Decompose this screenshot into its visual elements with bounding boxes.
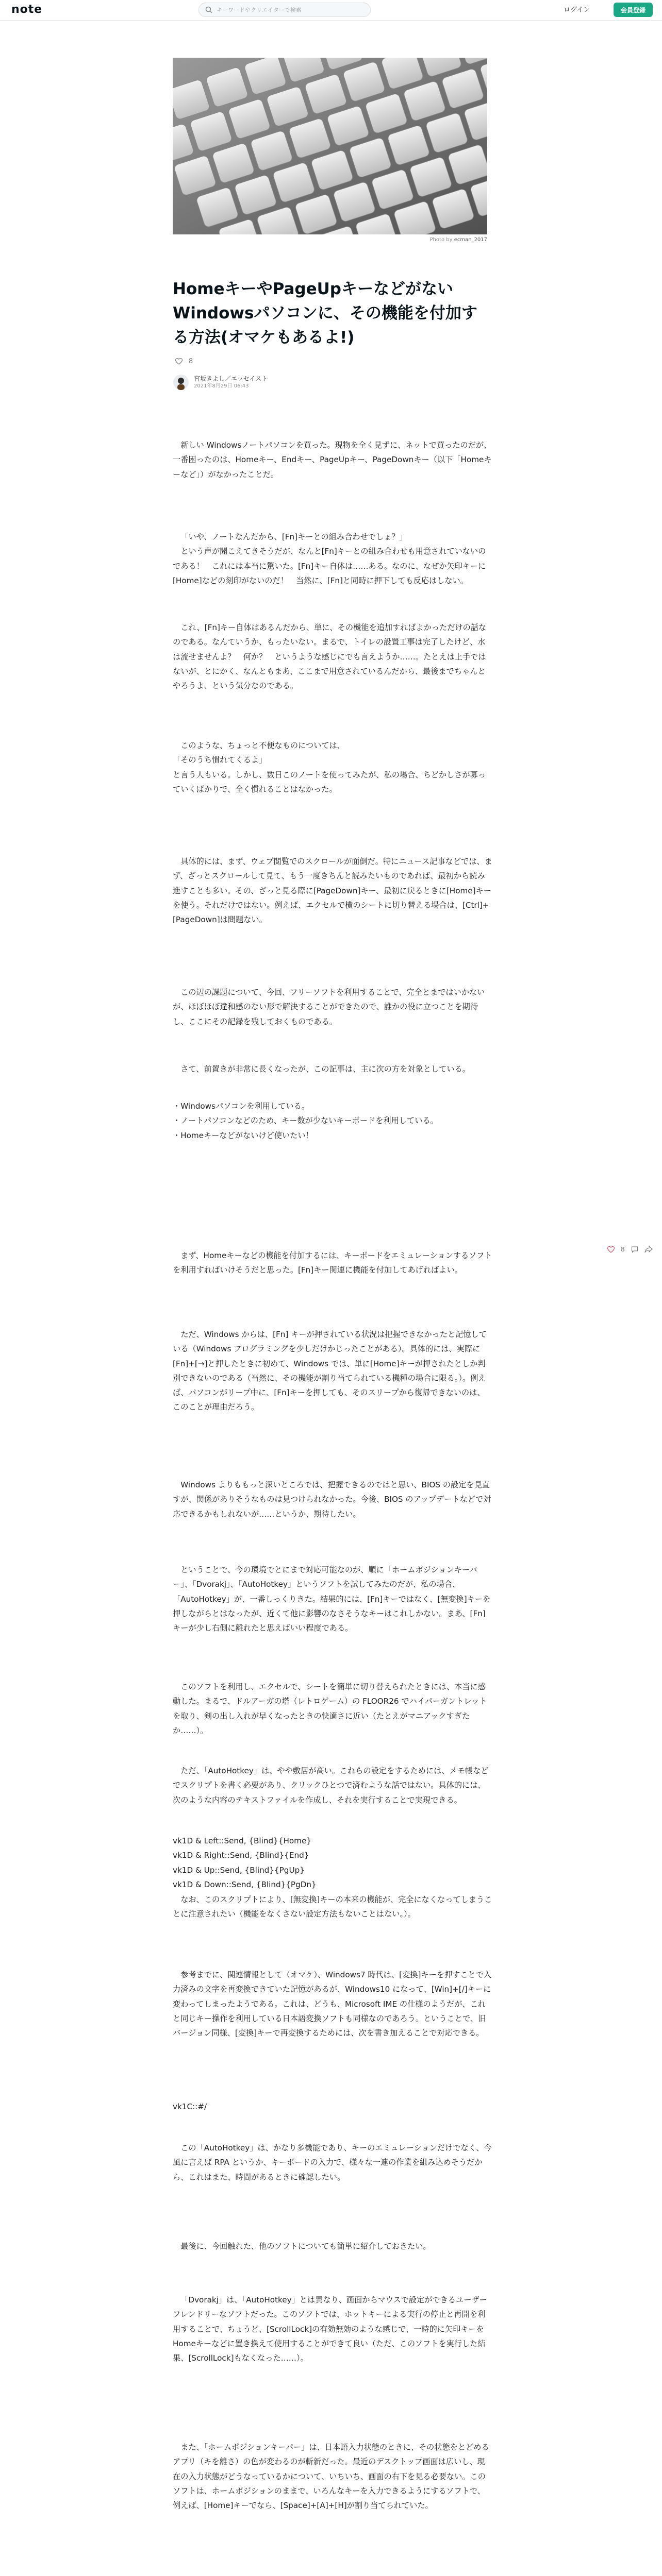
author-avatar[interactable]	[173, 375, 189, 390]
article-paragraph: ただ、「AutoHotkey」は、やや敷居が高い。これらの設定をするためには、メモ帳などでスクリプトを書く必要があり、クリックひとつで済むような話ではない。具体的には、次のような内容のテキストファイルを作成し、それを実行することで実現できる。	[173, 1766, 489, 1805]
search-input[interactable]	[217, 7, 361, 13]
article-paragraph: このソフトを利用し、エクセルで、シートを簡単に切り替えられたときには、本当に感動した。まるで、ドルアーガの塔（レトロゲーム）の FLOOR26 でハイパーガントレットを取り、剣の出し入れが早くなったときの快適さに近い（たとえがマニアックすぎたか……）。	[173, 1682, 487, 1735]
article-paragraph: これ、[Fn]キー自体はあるんだから、単に、その機能を追加すればよかっただけの話なのである。なんていうか、もったいない。まるで、トイレの設置工事は完了したけど、水は流せませんよ？ 何か？ というような感じにでも言えようか……。たとえは上手ではないが、とにかく、なんともまあ、ここまで用意されているんだから、最後までちゃんとやろうよ、という気分なのである。	[173, 623, 487, 691]
article-paragraph: 「Dvorakj」は、「AutoHotkey」とは異なり、画面からマウスで設定ができるユーザーフレンドリーなソフトだった。このソフトでは、ホットキーによる実行の停止と再開を利用することで、ちょうど、[ScrollLock]の有効無効のような感じで、一時的に矢印キーをHomeキーなどに置き換えて使用することができて良い（ただ、このソフトを実行した結果、[ScrollLock]もなくなった……）。	[173, 2295, 487, 2363]
article-paragraph: 参考までに、関連情報として（オマケ）、Windows7 時代は、[変換]キーを押すことで入力済みの文字を再変換できていた記憶があるが、Windows10 になって、[Win]+[/]キーに変わってしまったようである。これは、どうも、Microsoft IME の仕様のようだが、これと同じキー操作を利用している日本語変換ソフトも同様なのであろう。ということで、旧バージョン同様、[変換]キーで再変換するためには、次を書き加えることで対応できる。	[173, 1970, 492, 2038]
search-box[interactable]	[198, 3, 371, 17]
author-name[interactable]: 宮坂きよし／エッセイスト	[194, 375, 268, 382]
article-paragraph: また、「ホームポジションキーパー」は、日本語入力状態のときに、その状態をとどめるアプリ（キを離さ）の色が変わるのが斬新だった。最近のデスクトップ画面は広いし、現在の入力状態がどうなっているかについて、いちいち、画面の右下を見る必要ない。このソフトは、ホームポジションのままで、いろんなキーを入力できるようにするソフトで、例えば、[Home]キーでなら、[Space]+[A]+[H]が割り当てられていた。	[173, 2443, 489, 2511]
floating-actions	[607, 1246, 653, 1253]
hero-image	[173, 58, 487, 234]
heart-icon[interactable]	[175, 358, 183, 365]
like-count: 8	[189, 358, 193, 365]
publish-date: 2021年8月29日 06:43	[194, 383, 249, 389]
author-byline[interactable]	[173, 375, 268, 390]
article-paragraph: このような、ちょっと不便なものについては、 「そのうち慣れてくるよ」 と言う人もいる。しかし、数日このノートを使ってみたが、私の場合、ちどかしさが募っていくばかりで、全く慣れることはなかった。	[173, 741, 486, 794]
register-button[interactable]: 会員登録	[614, 3, 653, 17]
article-paragraph: まず、Homeキーなどの機能を付加するには、キーボードをエミュレーションするソフトを利用すればいけそうだと思った。[Fn]キー関連に機能を付加してあげればよい。	[173, 1251, 492, 1275]
comment-icon[interactable]	[631, 1246, 638, 1253]
share-icon[interactable]	[644, 1246, 653, 1253]
article-paragraph: さて、前置きが非常に長くなったが、この記事は、主に次の方を対象としている。	[180, 1064, 470, 1074]
search-icon	[205, 6, 212, 13]
article-paragraph: vk1D & Left::Send, {Blind}{Home} vk1D & Right::Send, {Blind}{End} vk1D & Up::Send, {Blind}{PgUp} vk1D & Down::Send, {Blind}{PgDn}	[173, 1836, 317, 1889]
article-paragraph: ということで、今の環境でとにまで対応可能なのが、順に「ホームポジションキーパー」、「Dvorakj」、「AutoHotkey」というソフトを試してみたのだが、私の場合、「AutoHotkey」が、一番しっくりきた。結果的には、[Fn]キーではなく、[無変換]キーを押しながらとはなったが、近くて他に影響のなさそうなキーはこれしかない。まあ、[Fn]キーが少し右側に離れたと思えばいい程度である。	[173, 1565, 491, 1633]
like-count-top	[175, 358, 193, 365]
article-paragraph: この「AutoHotkey」は、かなり多機能であり、キーのエミュレーションだけでなく、今風に言えば RPA というか、キーボードの入力で、様々な一連の作業を組み込めそうだから、これはまた、時間があるときに確認したい。	[173, 2143, 492, 2182]
article-paragraph: 最後に、今回触れた、他のソフトについても簡単に紹介しておきたい。	[180, 2242, 431, 2251]
article-paragraph: vk1C::#/	[173, 2102, 207, 2111]
article-title: HomeキーやPageUpキーなどがないWindowsパソコンに、その機能を付加する方法(オマケもあるよ!)	[173, 280, 477, 347]
heart-icon[interactable]	[607, 1246, 615, 1253]
side-like-count: 8	[621, 1246, 625, 1253]
article-paragraph: この辺の課題について、今回、フリーソフトを利用することで、完全とまではいかないが、ほぼほぼ違和感のない形で解決することができたので、誰かの役に立つことを期待し、ここにその記録を残しておくものである。	[173, 988, 485, 1026]
login-link[interactable]: ログイン	[564, 6, 590, 14]
article-paragraph: ・Windowsパソコンを利用している。 ・ノートパソコンなどのため、キー数が少ないキーボードを利用している。 ・Homeキーなどがないけど使いたい！	[173, 1101, 438, 1140]
photo-credit: Photo by ecman_2017	[429, 237, 487, 243]
article-paragraph: ただ、Windows からは、[Fn] キーが押されている状況は把握できなかったと記憶している（Windows プログラミングを少しだけかじったことがある）。具体的には、実際に[Fn]+[→]と押したときに初めて、Windows では、単に[Home]キーが押されたとしか判別できないのである（当然に、その機能が割り当てられている機種の場合に限る。）。例えば、パソコンがリープ中に、[Fn]キーを押しても、そのスリープから復帰できないのは、このことが理由だろう。	[173, 1330, 487, 1412]
article-paragraph: 新しい Windowsノートパソコンを買った。現物を全く見ずに、ネットで買ったのだが、一番困ったのは、Homeキー、Endキー、PageUpキー、PageDownキー（以下「Homeキーなど」）がなかったことだ。	[173, 440, 492, 479]
article-paragraph: なお、このスクリプトにより、[無変換]キーの本来の機能が、完全になくなってしまうことに注意されたい（機能をなくさない設定方法もないことはない。）。	[173, 1895, 492, 1919]
article-paragraph: 「いや、ノートなんだから、[Fn]キーとの組み合わせでしょ？」 という声が聞こえてきそうだが、なんと[Fn]キーとの組み合わせも用意されていないのである！ これには本当に驚いた。[Fn]キー自体は……ある。なのに、なぜか矢印キーに[Home]などの刻印がないのだ！ 当然に、[Fn]と同時に押下しても反応はしない。	[173, 532, 486, 585]
photo-credit-name[interactable]: ecman_2017	[454, 237, 487, 243]
note-logo[interactable]: note	[11, 3, 43, 16]
site-header	[0, 0, 662, 21]
article-paragraph: 具体的には、まず、ウェブ閲覧でのスクロールが面倒だ。特にニュース記事などでは、まず、ざっとスクロールして見て、もう一度きちんと読みたいものであれば、最初から読み進すことも多い。その、ざっと見る際に[PageDown]キー、最初に戻るときに[Home]キーを使う。それだけではない。例えば、エクセルで横のシートに切り替える場合は、[Ctrl]+[PageDown]は問題ない。	[173, 857, 492, 925]
article-paragraph: Windows よりももっと深いところでは、把握できるのではと思い、BIOS の設定を見直すが、関係がありそうなものは見つけられなかった。今後、BIOS のアップデートなどで対応できるかもしれないが……というか、期待したい。	[173, 1480, 491, 1519]
